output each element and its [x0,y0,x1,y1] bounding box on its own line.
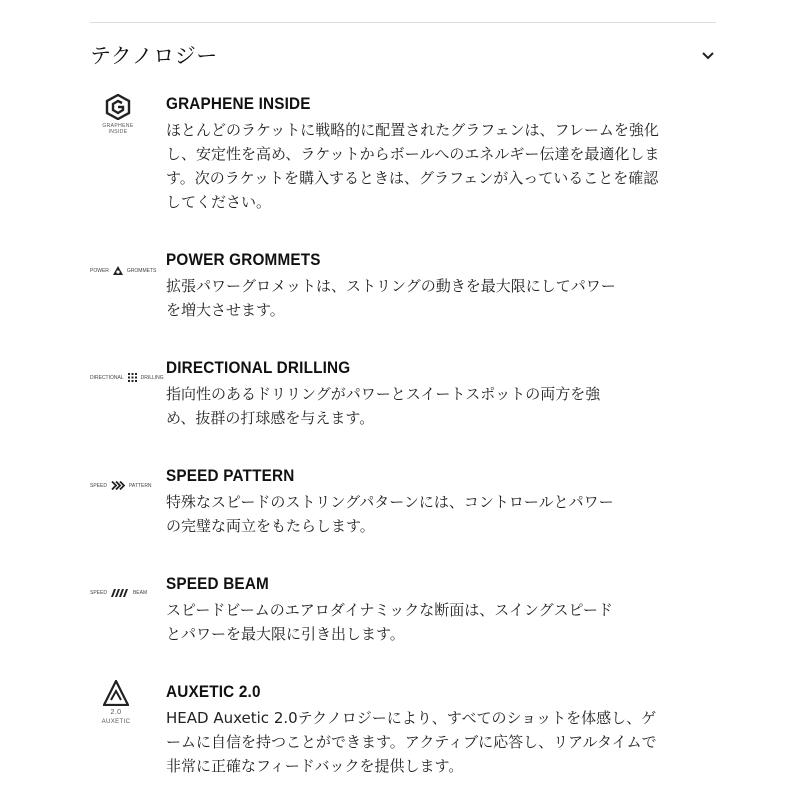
logo-left-text: POWER [90,267,109,274]
logo-right-text: GROMMETS [126,267,157,274]
chevron-down-icon[interactable] [698,46,718,66]
tech-description: スピードビームのエアロダイナミックな断面は、スイングスピードとパワーを最大限に引き出します。 [166,601,613,643]
tech-description: ほとんどのラケットに戦略的に配置されたグラフェンは、フレームを強化し、安定性を高め、ラケットからボールへのエネルギー伝達を最適化します。次のラケットを購入するときは、グラフェンが入っていることを確認してください。 [166,121,660,211]
tech-title: POWER GROMMETS [166,250,321,269]
tech-item-auxetic [90,682,710,792]
tech-description: 指向性のあるドリリングがパワーとスイートスポットの両方を強め、抜群の打球感を与えます。 [166,385,601,427]
logo-left-text: SPEED [90,590,107,596]
tech-item-speed-pattern [90,466,710,546]
speed-pattern-logo [90,481,152,490]
directional-drilling-logo [90,373,164,382]
logo-left-text: SPEED [90,482,107,489]
graphene-hexagon-icon [105,94,131,120]
section-title: テクノロジー [90,44,218,68]
tech-description: HEAD Auxetic 2.0テクノロジーにより、すべてのショットを体感し、ゲームに自信を持つことができます。アクティブに応答し、リアルタイムで非常に正確なフィードバックを提供します。 [166,709,657,775]
logo-line: AUXETIC [101,719,131,725]
logo-left-text: DIRECTIONAL [90,374,124,381]
logo-line: GRAPHENE [102,123,134,129]
tech-item-speed-beam [90,574,710,654]
speed-beam-logo [90,589,147,597]
tech-description: 特殊なスピードのストリングパターンには、コントロールとパワーの完璧な両立をもたらします。 [166,493,614,535]
logo-right-text: DRILLING [140,374,164,381]
logo-line: 2.0 [110,709,122,716]
logo-right-text: PATTERN [128,482,152,489]
tech-title: AUXETIC 2.0 [166,682,261,701]
tech-item-power-grommets [90,250,710,330]
auxetic-a-icon [103,680,129,706]
top-divider [90,22,716,23]
tech-title: DIRECTIONAL DRILLING [166,358,351,377]
power-grommets-logo [90,266,156,275]
auxetic-logo [88,680,144,727]
tech-item-directional-drilling [90,358,710,438]
tech-description: 拡張パワーグロメットは、ストリングの動きを最大限にしてパワーを増大させます。 [166,277,616,319]
tech-title: GRAPHENE INSIDE [166,94,311,113]
logo-right-text: BEAM [132,590,148,596]
slanted-bars-icon [111,589,129,597]
graphene-inside-logo [90,94,146,135]
grommets-triangle-icon [113,266,123,275]
double-chevron-icon [111,481,125,490]
logo-line: INSIDE [108,129,128,135]
drill-grid-icon [128,373,137,382]
tech-item-graphene-inside [90,94,710,224]
tech-title: SPEED BEAM [166,574,269,593]
tech-title: SPEED PATTERN [166,466,295,485]
